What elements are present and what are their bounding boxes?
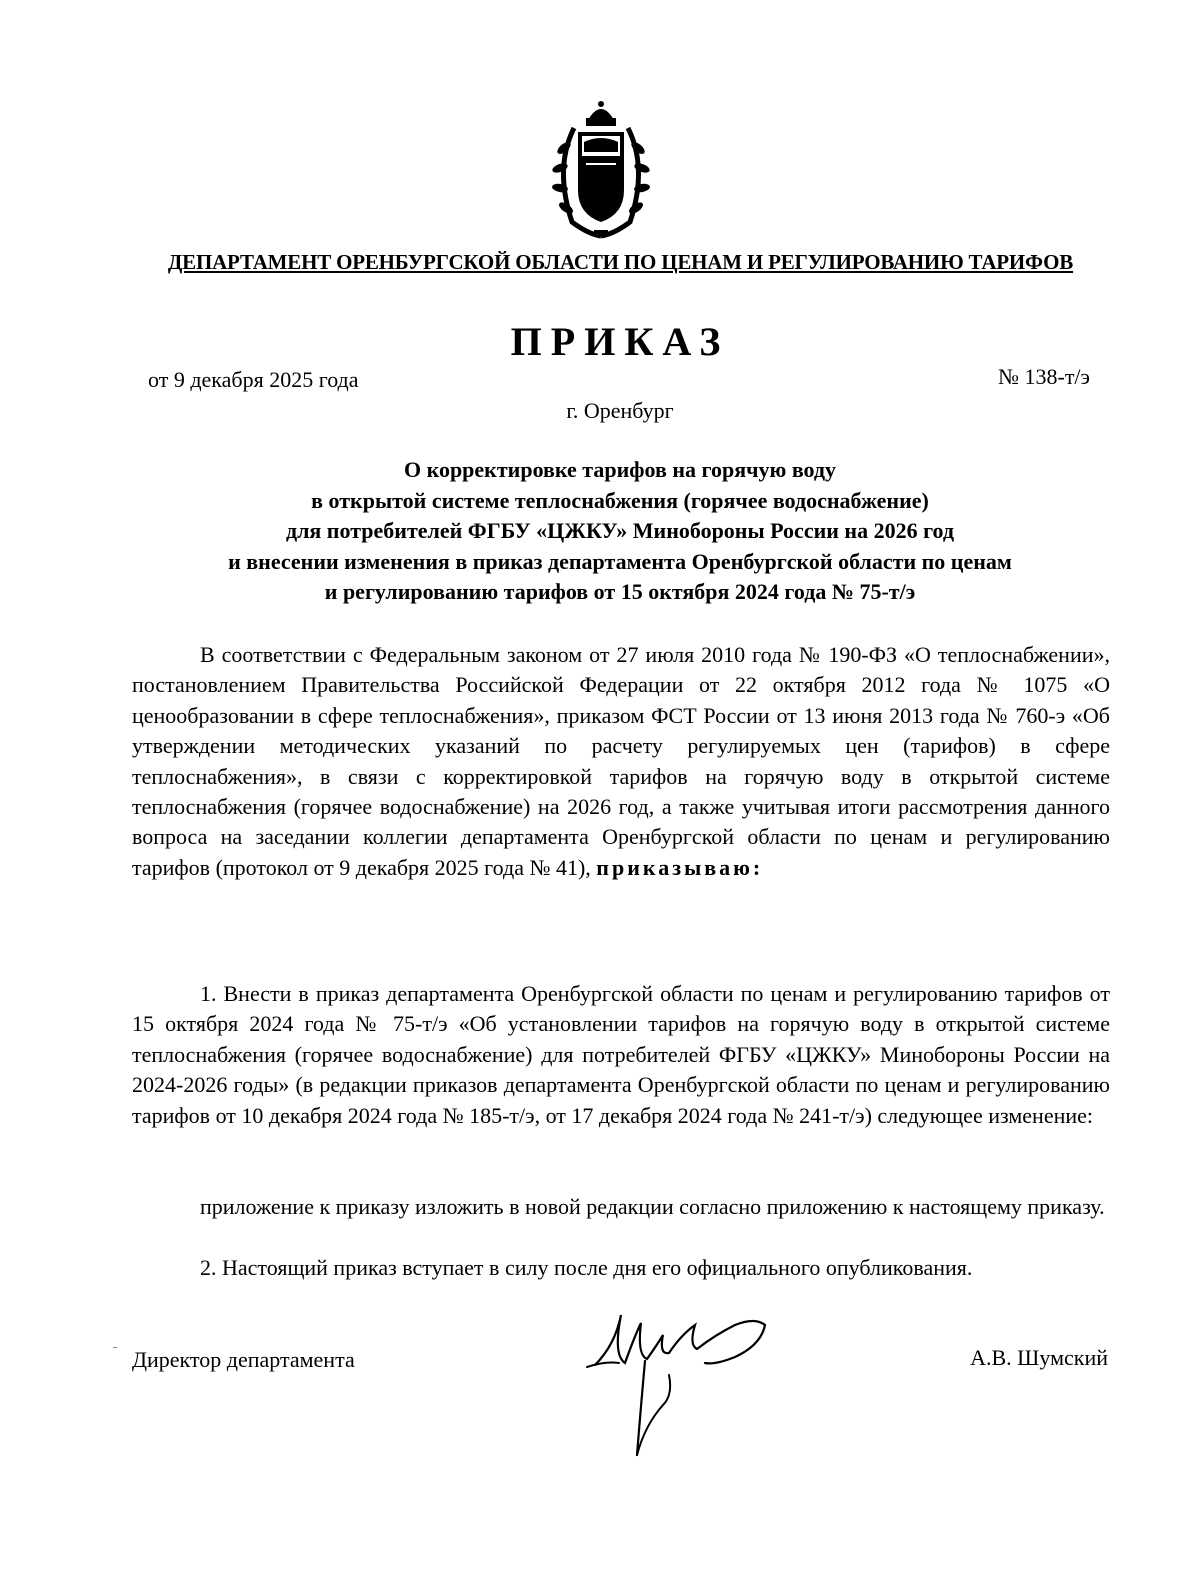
- subject-line: и внесении изменения в приказ департамента Оренбургской области по ценам: [228, 548, 1012, 574]
- signatory-name: А.В. Шумский: [970, 1345, 1108, 1370]
- order-city: г. Оренбург: [566, 398, 674, 423]
- item-2-paragraph: 2. Настоящий приказ вступает в силу после дня его официального опубликования.: [200, 1255, 973, 1280]
- coat-of-arms-emblem: [548, 98, 654, 240]
- signatory-role: Директор департамента: [132, 1347, 355, 1372]
- order-number: № 138-т/э: [998, 364, 1090, 389]
- item-1-detail-paragraph: приложение к приказу изложить в новой редакции согласно приложению к настоящему приказу.: [200, 1194, 1105, 1219]
- order-date: от 9 декабря 2025 года: [148, 367, 359, 392]
- subject-line: и регулированию тарифов от 15 октября 2024 года № 75-т/э: [324, 579, 916, 605]
- subject-line: О корректировке тарифов на горячую воду: [403, 457, 837, 482]
- document-type-title: ПРИКАЗ: [510, 319, 730, 364]
- margin-mark: [113, 1347, 117, 1348]
- subject-line: в открытой системе теплоснабжения (горячее водоснабжение): [311, 487, 929, 513]
- preamble-text: В соответствии с Федеральным законом от 27 июля 2010 года № 190-ФЗ «О теплоснабжении», постановлением Правительства Российской Федерации от 22 октября 2012 года № 1075 «О ценообразовании в сфере теплоснабжения», приказом ФСТ России от 13 июня 2013 года № 760-э «Об утверждении методических указаний по расчету регулируемых цен (тарифов) в сфере теплоснабжения», в связи с корректировкой тарифов на горячую воду в открытой системе теплоснабжения (горячее водоснабжение) на 2026 год, а также учитывая итоги рассмотрения данного вопроса на заседании коллегии департамента Оренбургской области по ценам и регулированию тарифов (протокол от 9 декабря 2025 года № 41),: [132, 642, 1110, 880]
- order-subject: [120, 455, 1120, 608]
- handwritten-signature: [585, 1305, 785, 1465]
- item-1-paragraph: 1. Внести в приказ департамента Оренбургской области по ценам и регулированию тарифов от 15 октября 2024 года № 75-т/э «Об установлении тарифов на горячую воду в открытой системе теплоснабжения (горячее водоснабжение) для потребителей ФГБУ «ЦЖКУ» Минобороны России на 2024-2026 годы» (в редакции приказов департамента Оренбургской области по ценам и регулированию тарифов от 10 декабря 2024 года № 185-т/э, от 17 декабря 2024 года № 241-т/э) следующее изменение:: [132, 981, 1110, 1128]
- preamble-paragraph: [132, 640, 1110, 883]
- order-word: приказываю:: [596, 854, 764, 880]
- department-name: ДЕПАРТАМЕНТ ОРЕНБУРГСКОЙ ОБЛАСТИ ПО ЦЕНАМ И РЕГУЛИРОВАНИЮ ТАРИФОВ: [167, 250, 1074, 274]
- subject-line: для потребителей ФГБУ «ЦЖКУ» Минобороны России на 2026 год: [285, 518, 955, 544]
